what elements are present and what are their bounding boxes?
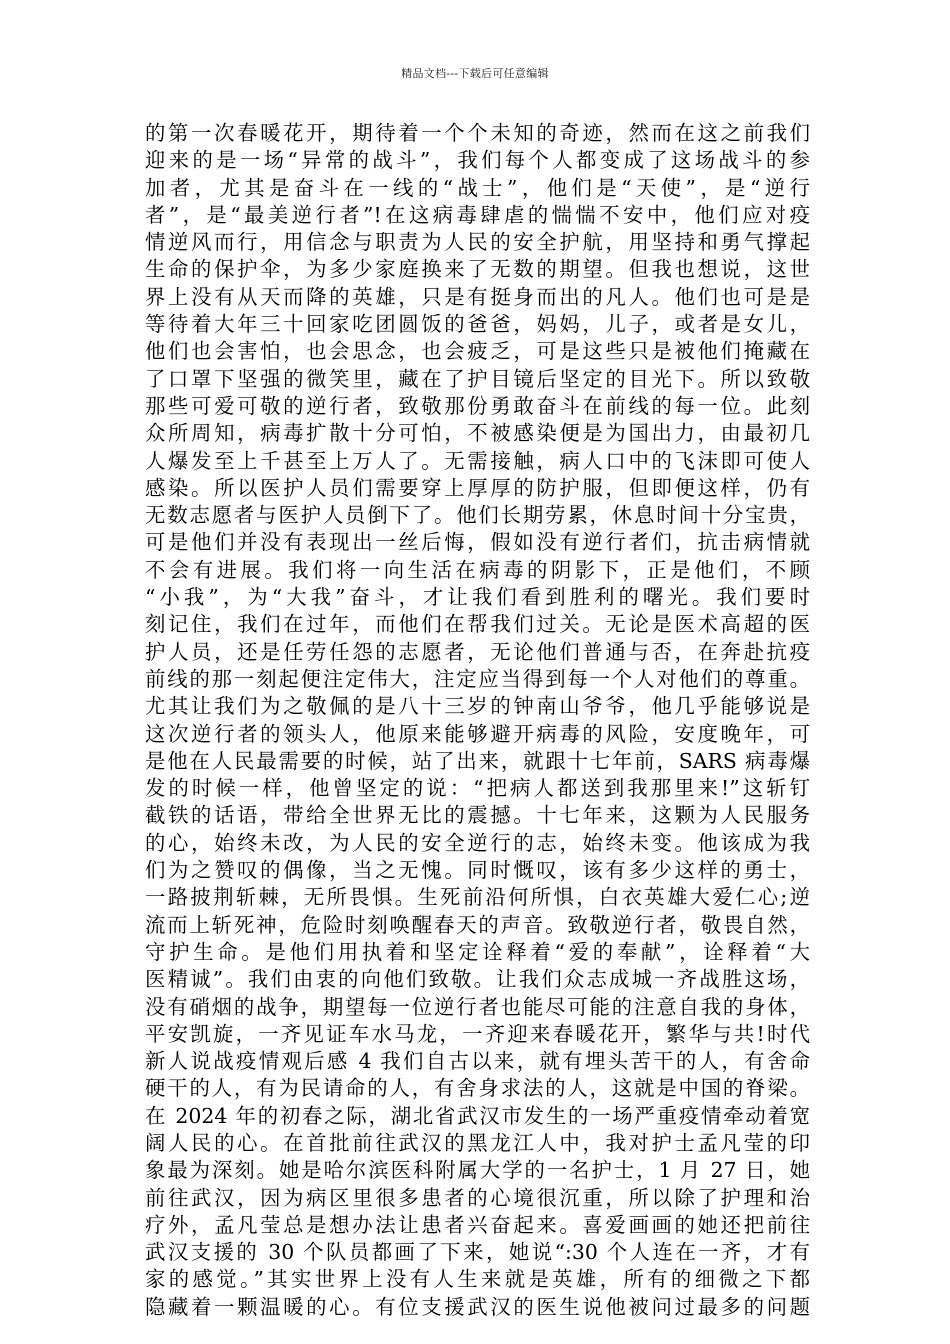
text-line: 者”，是“最美逆行者”!在这病毒肆虐的惴惴不安中，他们应对疫	[145, 202, 810, 227]
text-line: 情逆风而行，用信念与职责为人民的安全护航，用坚持和勇气撑起	[145, 230, 810, 255]
text-line: 隐藏着一颗温暖的心。有位支援武汉的医生说他被问过最多的问题	[145, 1294, 810, 1319]
text-line: 新人说战疫情观后感 4 我们自古以来，就有埋头苦干的人，有舍命	[145, 1049, 810, 1074]
text-line: 加者，尤其是奋斗在一线的“战士”，他们是“天使”，是“逆行	[145, 175, 810, 200]
text-line: 截铁的话语，带给全世界无比的震撼。十七年来，这颗为人民服务	[145, 803, 810, 828]
text-line: 前线的那一刻起便注定伟大，注定应当得到每一个人对他们的尊重。	[145, 666, 810, 691]
text-line: 人爆发至上千甚至上万人了。无需接触，病人口中的飞沫即可使人	[145, 448, 810, 473]
text-line: 医精诚”。我们由衷的向他们致敬。让我们众志成城一齐战胜这场，	[145, 967, 810, 992]
text-line: 可是他们并没有表现出一丝后悔，假如没有逆行者们，抗击病情就	[145, 530, 810, 555]
text-line: 平安凯旋，一齐见证车水马龙，一齐迎来春暖花开，繁华与共!时代	[145, 1021, 810, 1046]
text-line: “小我”，为“大我”奋斗，才让我们看到胜利的曙光。我们要时	[145, 585, 810, 610]
text-line: 流而上斩死神，危险时刻唤醒春天的声音。致敬逆行者，敬畏自然，	[145, 912, 810, 937]
text-line: 众所周知，病毒扩散十分可怕，不被感染便是为国出力，由最初几	[145, 421, 810, 446]
text-line: 刻记住，我们在过年，而他们在帮我们过关。无论是医术高超的医	[145, 612, 810, 637]
text-line: 武汉支援的 30 个队员都画了下来，她说“:30 个人连在一齐，才有	[145, 1240, 810, 1265]
text-line: 了口罩下坚强的微笑里，藏在了护目镜后坚定的目光下。所以致敬	[145, 366, 810, 391]
text-line: 们为之赞叹的偶像，当之无愧。同时慨叹，该有多少这样的勇士，	[145, 858, 810, 883]
text-line: 感染。所以医护人员们需要穿上厚厚的防护服，但即便这样，仍有	[145, 475, 810, 500]
text-line: 一路披荆斩棘，无所畏惧。生死前沿何所惧，白衣英雄大爱仁心;逆	[145, 885, 810, 910]
text-line: 守护生命。是他们用执着和坚定诠释着“爱的奉献”，诠释着“大	[145, 939, 810, 964]
text-line: 界上没有从天而降的英雄，只是有挺身而出的凡人。他们也可是是	[145, 284, 810, 309]
page-header: 精品文档---下载后可任意编辑	[401, 67, 549, 80]
text-line: 象最为深刻。她是哈尔滨医科附属大学的一名护士，1 月 27 日，她	[145, 1158, 810, 1183]
text-line: 那些可爱可敬的逆行者，致敬那份勇敢奋斗在前线的每一位。此刻	[145, 393, 810, 418]
text-line: 是他在人民最需要的时候，站了出来，就跟十七年前，SARS 病毒爆	[145, 748, 810, 773]
text-line: 前往武汉，因为病区里很多患者的心境很沉重，所以除了护理和治	[145, 1185, 810, 1210]
text-line: 阔人民的心。在首批前往武汉的黑龙江人中，我对护士孟凡莹的印	[145, 1130, 810, 1155]
text-line: 发的时候一样，他曾坚定的说：“把病人都送到我那里来!”这斩钉	[145, 776, 810, 801]
text-line: 没有硝烟的战争，期望每一位逆行者也能尽可能的注意自我的身体，	[145, 994, 810, 1019]
text-line: 在 2024 年的初春之际，湖北省武汉市发生的一场严重疫情牵动着宽	[145, 1103, 810, 1128]
text-line: 等待着大年三十回家吃团圆饭的爸爸，妈妈，儿子，或者是女儿，	[145, 312, 810, 337]
text-line: 无数志愿者与医护人员倒下了。他们长期劳累，休息时间十分宝贵，	[145, 503, 810, 528]
document-body	[145, 120, 810, 1321]
text-line: 家的感觉。”其实世界上没有人生来就是英雄，所有的细微之下都	[145, 1267, 810, 1292]
text-line: 生命的保护伞，为多少家庭换来了无数的期望。但我也想说，这世	[145, 257, 810, 282]
text-line: 不会有进展。我们将一向生活在病毒的阴影下，正是他们，不顾	[145, 557, 810, 582]
text-line: 疗外，孟凡莹总是想办法让患者兴奋起来。喜爱画画的她还把前往	[145, 1212, 810, 1237]
text-line: 的第一次春暖花开，期待着一个个未知的奇迹，然而在这之前我们	[145, 121, 810, 145]
text-line: 的心，始终未改，为人民的安全逆行的志，始终未变。他该成为我	[145, 830, 810, 855]
text-line: 尤其让我们为之敬佩的是八十三岁的钟南山爷爷，他几乎能够说是	[145, 694, 810, 719]
text-line: 他们也会害怕，也会思念，也会疲乏，可是这些只是被他们掩藏在	[145, 339, 810, 364]
text-line: 这次逆行者的领头人，他原来能够避开病毒的风险，安度晚年，可	[145, 721, 810, 746]
text-line: 护人员，还是任劳任怨的志愿者，无论他们普通与否，在奔赴抗疫	[145, 639, 810, 664]
text-line: 硬干的人，有为民请命的人，有舍身求法的人，这就是中国的脊梁。	[145, 1076, 810, 1101]
text-line: 迎来的是一场“异常的战斗”，我们每个人都变成了这场战斗的参	[145, 148, 810, 173]
